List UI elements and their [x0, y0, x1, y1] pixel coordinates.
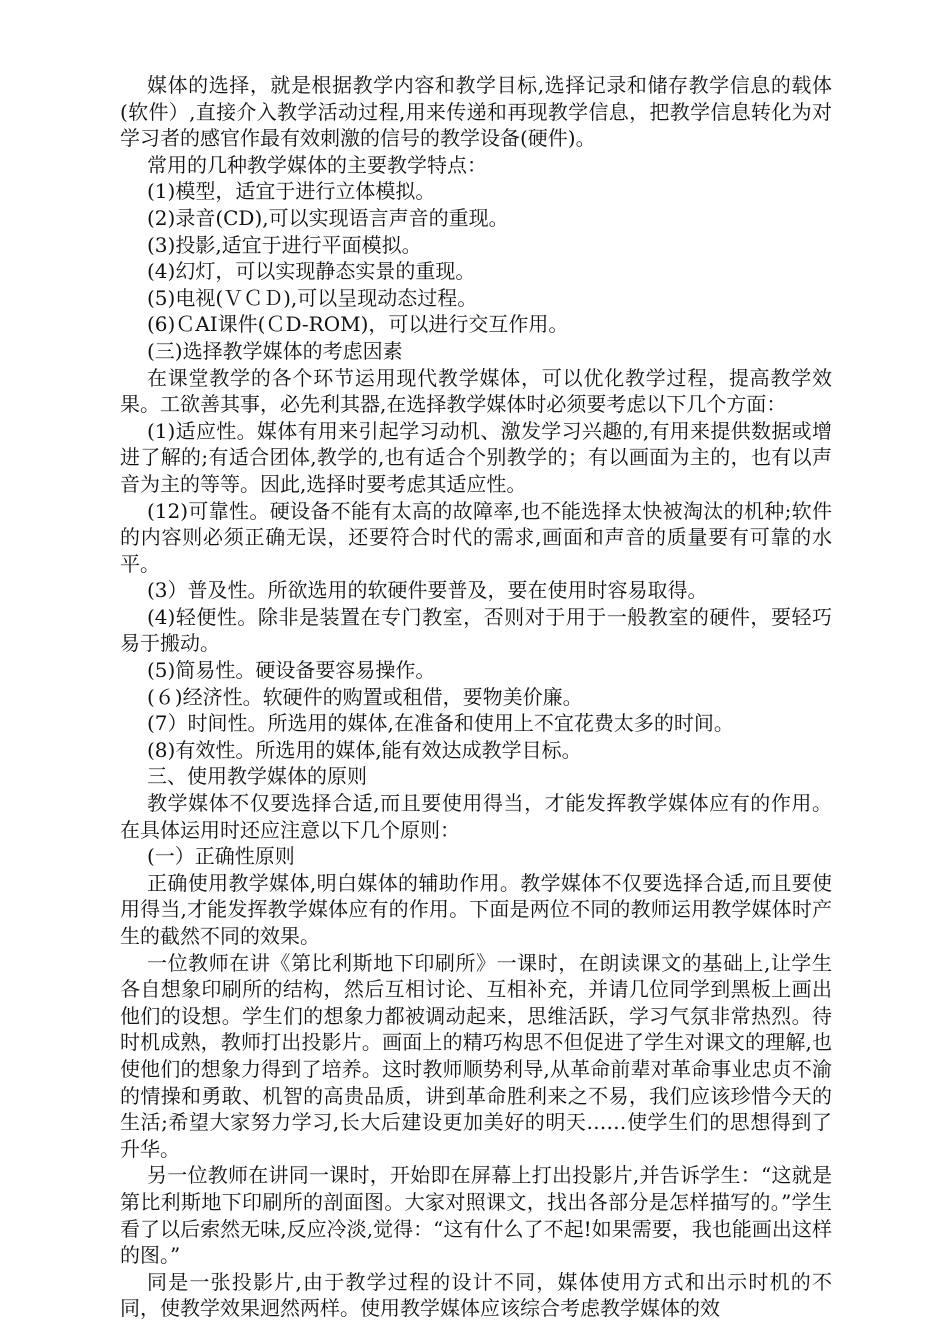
list-item-cai: (6)ＣAI课件(ＣD-ROM)，可以进行交互作用。 — [147, 312, 569, 337]
paragraph-common-media-heading: 常用的几种教学媒体的主要教学特点： — [147, 152, 487, 177]
list-item-economy: (６)经济性。软硬件的购置或租借，要物美价廉。 — [147, 684, 583, 709]
list-item-model: (1)模型，适宜于进行立体模拟。 — [147, 179, 436, 204]
paragraph-principles-intro: 教学媒体不仅要选择合适,而且要使用得当，才能发挥教学媒体应有的作用。在具体运用时还应注意以下几个原则： — [120, 791, 832, 842]
list-item-time: (7）时间性。所选用的媒体,在准备和使用上不宜花费太多的时间。 — [147, 711, 734, 736]
list-item-tv: (5)电视(ＶＣＤ),可以呈现动态过程。 — [147, 285, 478, 310]
list-item-simplicity: (5)简易性。硬设备要容易操作。 — [147, 658, 436, 683]
list-item-audio: (2)录音(CD),可以实现语言声音的重现。 — [147, 205, 509, 230]
list-item-reliability: (12)可靠性。硬设备不能有太高的故障率,也不能选择太快被淘汰的机种;软件的内容则必须正确无误，还要符合时代的需求,画面和声音的质量要有可靠的水平。 — [120, 498, 832, 576]
paragraph-conclusion: 同是一张投影片,由于教学过程的设计不同，媒体使用方式和出示时机的不同，使教学效果迥然两样。使用教学媒体应该综合考虑教学媒体的效 — [120, 1269, 832, 1321]
paragraph-second-teacher: 另一位教师在讲同一课时，开始即在屏幕上打出投影片,并告诉学生：“这就是第比利斯地下印刷所的剖面图。大家对照课文，找出各部分是怎样描写的。”学生看了以后索然无味,反应冷淡,觉得：“这有什么了不起!如果需要，我也能画出这样的图。” — [120, 1163, 832, 1268]
paragraph-factors-intro: 在课堂教学的各个环节运用现代教学媒体，可以优化教学过程，提高教学效果。工欲善其事，必先利其器,在选择教学媒体时必须要考虑以下几个方面： — [120, 365, 832, 417]
list-item-slides: (4)幻灯，可以实现静态实景的重现。 — [147, 259, 476, 284]
list-item-adaptability: (1)适应性。媒体有用来引起学习动机、激发学习兴趣的,有用来提供数据或增进了解的;有适合团体,教学的,也有适合个别教学的；有以画面为主的，也有以声音为主的等等。因此,选择时要考虑其适应性。 — [120, 418, 832, 496]
list-item-effectiveness: (8)有效性。所选用的媒体,能有效达成教学目标。 — [147, 737, 582, 762]
subsection-heading-correctness: (一）正确性原则 — [147, 844, 295, 869]
list-item-popularity: (3）普及性。所欲选用的软硬件要普及，要在使用时容易取得。 — [147, 578, 708, 603]
section-heading-factors: (三)选择教学媒体的考虑因素 — [147, 338, 403, 363]
paragraph-media-selection: 媒体的选择，就是根据教学内容和教学目标,选择记录和储存教学信息的载体(软件）,直接介入教学活动过程,用来传递和再现教学信息，把教学信息转化为对学习者的感官作最有效刺激的信号的教学设备(硬件)。 — [120, 73, 832, 151]
document-body — [120, 72, 832, 1322]
list-item-projection: (3)投影,适宜于进行平面模拟。 — [147, 232, 422, 257]
paragraph-correctness: 正确使用教学媒体,明白媒体的辅助作用。教学媒体不仅要选择合适,而且要使用得当,才能发挥教学媒体应有的作用。下面是两位不同的教师运用教学媒体时产生的截然不同的效果。 — [120, 870, 832, 948]
list-item-portability: (4)轻便性。除非是装置在专门教室，否则对于用于一般教室的硬件，要轻巧易于搬动。 — [120, 604, 832, 656]
paragraph-first-teacher: 一位教师在讲《第比利斯地下印刷所》一课时，在朗读课文的基础上,让学生各自想象印刷所的结构，然后互相讨论、互相补充，并请几位同学到黑板上画出他们的设想。学生们的想象力都被调动起来，思维活跃，学习气氛非常热烈。待时机成熟，教师打出投影片。画面上的精巧构思不但促进了学生对课文的理解,也使他们的想象力得到了培养。这时教师顺势利导,从革命前辈对革命事业忠贞不渝的情操和勇敢、机智的高贵品质，讲到革命胜利来之不易，我们应该珍惜今天的生活;希望大家努力学习,长大后建设更加美好的明天……使学生们的思想得到了升华。 — [120, 950, 832, 1161]
section-heading-principles: 三、使用教学媒体的原则 — [147, 764, 367, 789]
